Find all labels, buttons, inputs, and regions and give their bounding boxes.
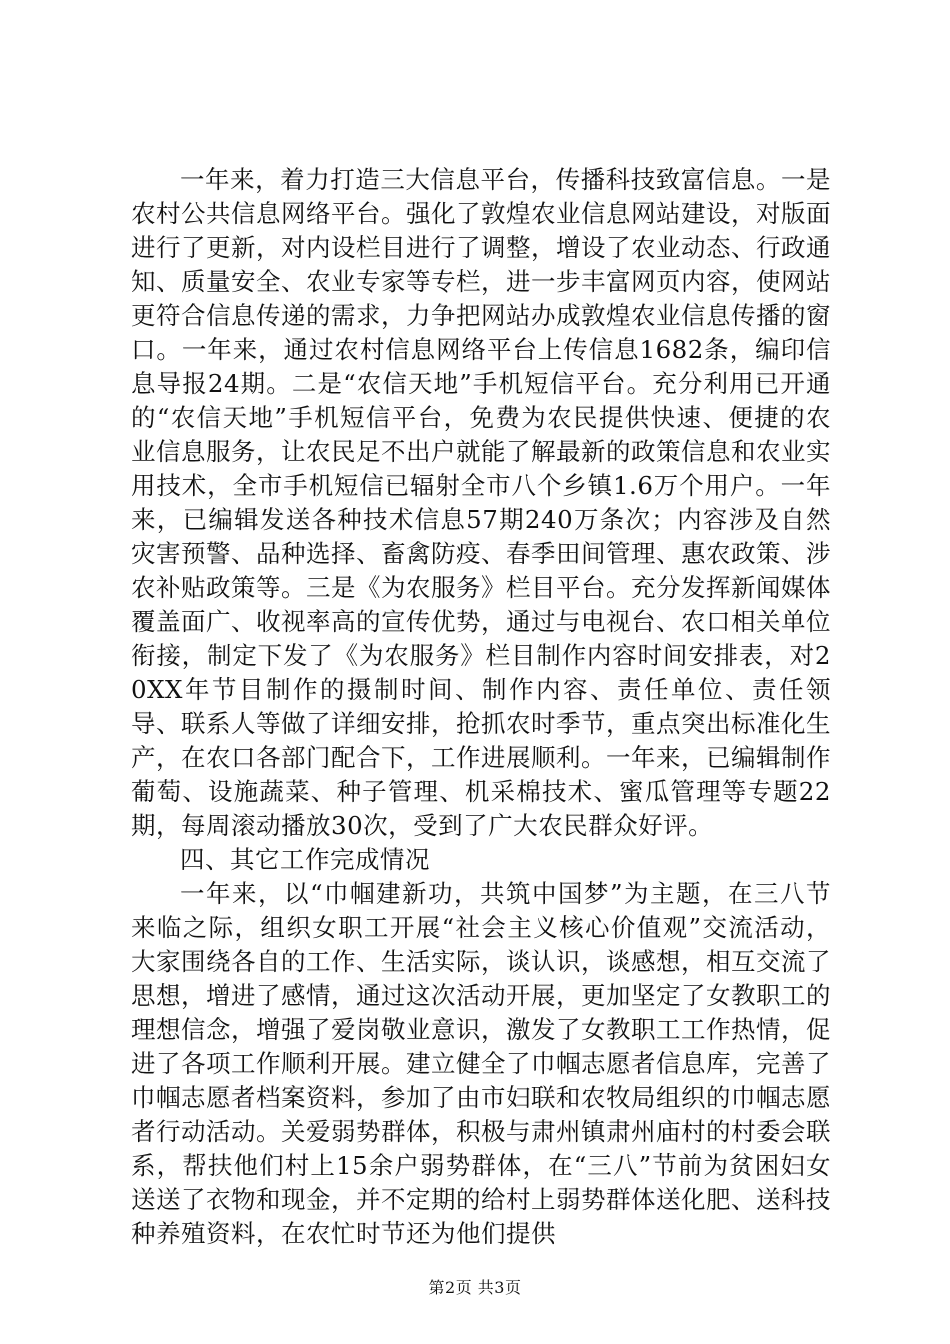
document-body <box>131 163 831 1251</box>
paragraph-info-platforms: 一年来，着力打造三大信息平台，传播科技致富信息。一是农村公共信息网络平台。强化了敦煌农业信息网站建设，对版面进行了更新，对内设栏目进行了调整，增设了农业动态、行政通知、质量安全、农业专家等专栏，进一步丰富网页内容，使网站更符合信息传递的需求，力争把网站办成敦煌农业信息传播的窗口。一年来，通过农村信息网络平台上传信息1682条，编印信息导报24期。二是“农信天地”手机短信平台。充分利用已开通的“农信天地”手机短信平台，免费为农民提供快速、便捷的农业信息服务，让农民足不出户就能了解最新的政策信息和农业实用技术，全市手机短信已辐射全市八个乡镇1.6万个用户。一年来，已编辑发送各种技术信息57期240万条次；内容涉及自然灾害预警、品种选择、畜禽防疫、春季田间管理、惠农政策、涉农补贴政策等。三是《为农服务》栏目平台。充分发挥新闻媒体覆盖面广、收视率高的宣传优势，通过与电视台、农口相关单位衔接，制定下发了《为农服务》栏目制作内容时间安排表，对20XX年节目制作的摄制时间、制作内容、责任单位、责任领导、联系人等做了详细安排，抢抓农时季节，重点突出标准化生产，在农口各部门配合下，工作进展顺利。一年来，已编辑制作葡萄、设施蔬菜、种子管理、机采棉技术、蜜瓜管理等专题22期，每周滚动播放30次，受到了广大农民群众好评。 <box>131 165 831 840</box>
paragraph-womens-work: 一年来，以“巾帼建新功，共筑中国梦”为主题，在三八节来临之际，组织女职工开展“社会主义核心价值观”交流活动，大家围绕各自的工作、生活实际，谈认识，谈感想，相互交流了思想，增进了感情，通过这次活动开展，更加坚定了女教职工的理想信念，增强了爱岗敬业意识，激发了女教职工工作热情，促进了各项工作顺利开展。建立健全了巾帼志愿者信息库，完善了巾帼志愿者档案资料，参加了由市妇联和农牧局组织的巾帼志愿者行动活动。关爱弱势群体，积极与肃州镇肃州庙村的村委会联系，帮扶他们村上15余户弱势群体，在“三八”节前为贫困妇女送送了衣物和现金，并不定期的给村上弱势群体送化肥、送科技种养殖资料，在农忙时节还为他们提供 <box>131 879 831 1248</box>
page-number-footer: 第2页 共3页 <box>428 1278 522 1297</box>
section-heading-other-work: 四、其它工作完成情况 <box>180 845 430 874</box>
